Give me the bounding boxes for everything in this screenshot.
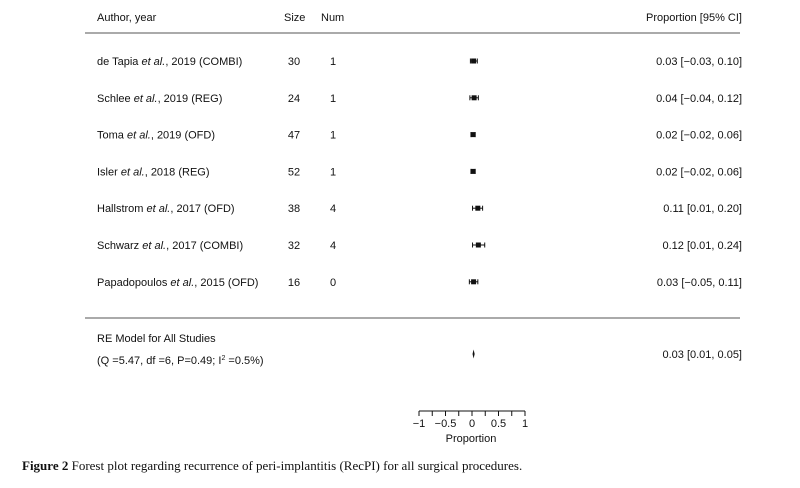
figure-caption — [22, 458, 522, 474]
caption-label: Figure 2 — [22, 458, 69, 473]
study-size: 30 — [287, 56, 301, 68]
study-num: 4 — [329, 203, 337, 216]
study-ci-text: 0.03 [−0.05, 0.11] — [656, 276, 742, 289]
point-estimate — [471, 132, 476, 137]
summary-row — [97, 333, 742, 367]
study-size: 47 — [287, 129, 301, 142]
x-axis — [413, 411, 528, 430]
point-estimate — [475, 206, 480, 211]
study-size: 16 — [287, 276, 301, 289]
study-ci-text: 0.02 [−0.02, 0.06] — [656, 129, 742, 142]
study-row — [97, 130, 742, 142]
x-tick-label: 0.5 — [490, 418, 507, 430]
header-author: Author, year — [97, 12, 157, 24]
study-ci-text: 0.11 [0.01, 0.20] — [663, 203, 742, 216]
study-ci-text: 0.03 [−0.03, 0.10] — [656, 56, 742, 68]
x-tick-label: 1 — [521, 418, 529, 430]
header-row — [97, 12, 742, 24]
study-size: 52 — [287, 166, 301, 179]
study-author: de Tapia et al., 2019 (COMBI) — [97, 56, 243, 68]
summary-diamond — [473, 350, 475, 359]
study-size: 24 — [287, 92, 301, 105]
study-row — [97, 166, 742, 178]
header-proportion: Proportion [95% CI] — [646, 12, 742, 24]
study-author: Papadopoulos et al., 2015 (OFD) — [97, 276, 259, 289]
summary-ci-text: 0.03 [0.01, 0.05] — [662, 349, 742, 361]
point-estimate — [472, 95, 477, 100]
study-author: Toma et al., 2019 (OFD) — [97, 129, 216, 142]
summary-stats: (Q =5.47, df =6, P=0.49; $I^2 =0.5\%$) — [97, 355, 264, 367]
x-tick-label: −0.5 — [434, 418, 457, 430]
x-tick-label: −1 — [412, 418, 426, 430]
study-ci-text: 0.12 [0.01, 0.24] — [662, 240, 742, 252]
study-author: Isler et al., 2018 (REG) — [97, 166, 210, 179]
study-row — [97, 277, 742, 289]
point-estimate — [471, 59, 476, 64]
study-ci-text: 0.02 [−0.02, 0.06] — [656, 166, 742, 179]
study-row — [97, 93, 742, 105]
study-author: Schwarz et al., 2017 (COMBI) — [97, 240, 244, 252]
study-author: Schlee et al., 2019 (REG) — [97, 92, 223, 105]
study-row — [97, 56, 742, 68]
header-size: Size — [284, 12, 306, 24]
summary-label: RE Model for All Studies — [97, 333, 216, 345]
point-estimate — [476, 243, 481, 248]
study-row — [97, 203, 742, 215]
x-axis-label: Proportion — [445, 433, 497, 445]
study-num: 0 — [329, 276, 337, 289]
study-size: 32 — [287, 240, 301, 252]
study-num: 1 — [329, 129, 337, 142]
point-estimate — [471, 279, 476, 284]
study-num: 1 — [329, 166, 337, 179]
study-ci-text: 0.04 [−0.04, 0.12] — [656, 92, 742, 105]
study-num: 4 — [329, 240, 337, 252]
study-rows — [97, 56, 742, 289]
study-size: 38 — [287, 203, 301, 216]
study-row — [97, 240, 742, 252]
study-num: 1 — [329, 56, 337, 68]
study-author: Hallstrom et al., 2017 (OFD) — [97, 203, 235, 216]
header-num: Num — [321, 12, 345, 24]
caption-text: Forest plot regarding recurrence of peri-implantitis (RecPI) for all surgical procedures. — [68, 458, 523, 473]
x-tick-label: 0 — [468, 418, 476, 430]
study-num: 1 — [329, 92, 337, 105]
point-estimate — [471, 169, 476, 174]
